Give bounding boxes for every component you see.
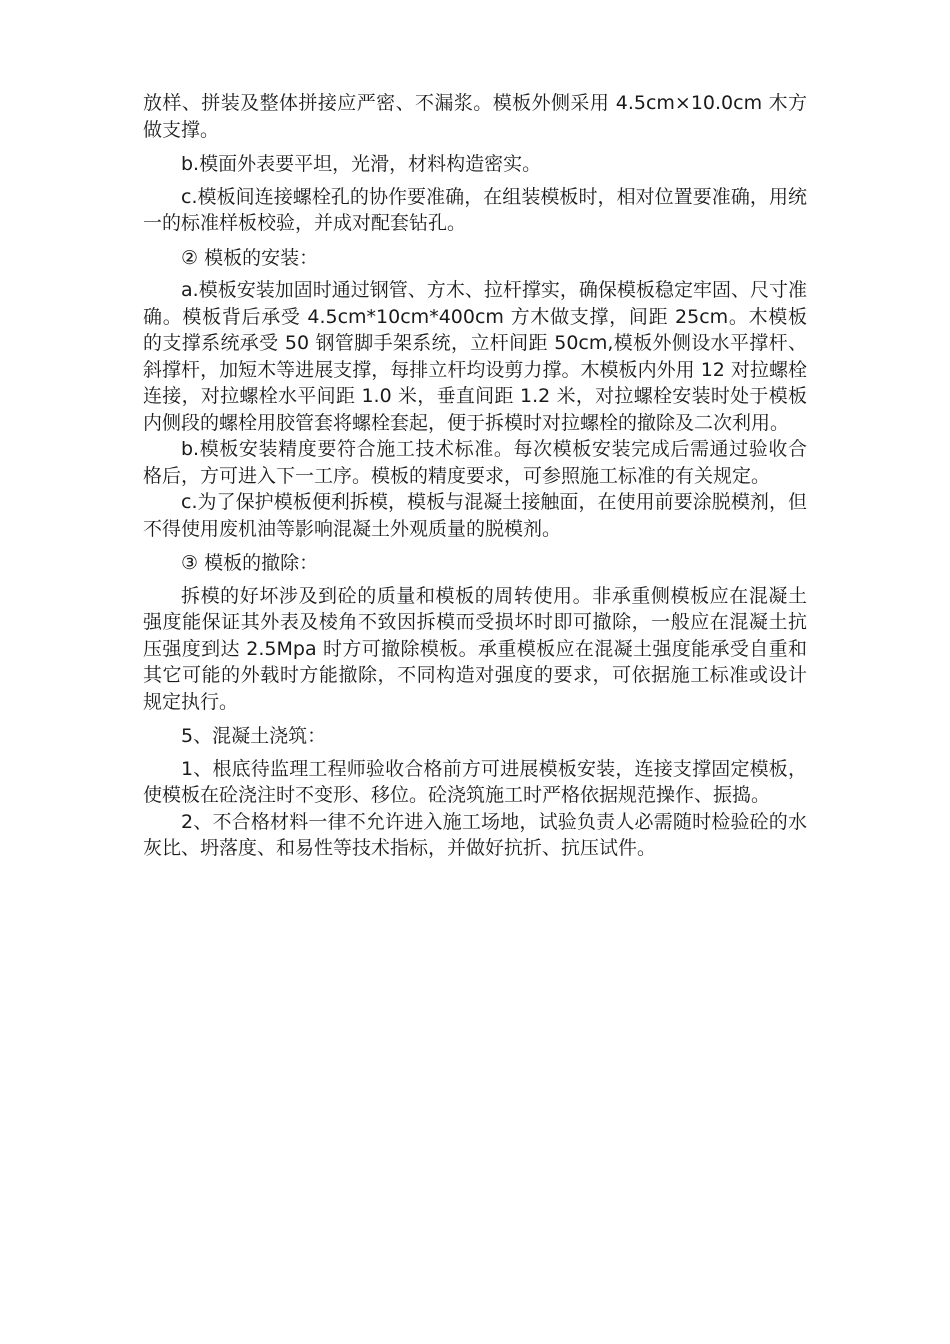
paragraph-installation-bracing: a.模板安装加固时通过钢管、方木、拉杆撑实，确保模板稳定牢固、尺寸准确。模板背后承受 4.5cm*10cm*400cm 方木做支撑，间距 25cm。木模板的支撑系统承受 50 钢管脚手架系统，立杆间距 50cm,模板外侧设水平撑杆、斜撑杆，加短木等进展支撑，每排立杆均设剪力撑。木模板内外用 12 对拉螺栓连接，对拉螺栓水平间距 1.0 米，垂直间距 1.2 米，对拉螺栓安装时处于模板内侧段的螺栓用胶管套将螺栓套起，便于拆模时对拉螺栓的撤除及二次利用。 <box>143 279 807 434</box>
paragraph-bolt-holes: c.模板间连接螺栓孔的协作要准确，在组装模板时，相对位置要准确，用统一的标准样板校验，并成对配套钻孔。 <box>143 185 807 234</box>
heading-concrete-pouring: 5、混凝土浇筑： <box>181 725 327 747</box>
paragraph-installation-accuracy: b.模板安装精度要符合施工技术标准。每次模板安装完成后需通过验收合格后，方可进入下一工序。模板的精度要求，可参照施工标准的有关规定。 <box>143 438 807 487</box>
paragraph-removal-rules: 拆模的好坏涉及到砼的质量和模板的周转使用。非承重侧模板应在混凝土强度能保证其外表及棱角不致因拆模而受损坏时即可撤除，一般应在混凝土抗压强度到达 2.5Mpa 时方可撤除模板。承重模板应在混凝土强度能承受自重和其它可能的外载时方能撤除，不同构造对强度的要求，可依据施工标准或设计规定执行。 <box>143 584 807 713</box>
paragraph-surface-requirement: b.模面外表要平坦，光滑，材料构造密实。 <box>181 153 542 175</box>
paragraph-formwork-assembly-end: 放样、拼装及整体拼接应严密、不漏浆。模板外侧采用 4.5cm×10.0cm 木方做支撑。 <box>143 92 807 141</box>
document-page <box>143 90 807 862</box>
paragraph-release-agent: c.为了保护模板便利拆模，模板与混凝土接触面，在使用前要涂脱模剂，但不得使用废机油等影响混凝土外观质量的脱模剂。 <box>143 491 807 540</box>
heading-formwork-removal: ③ 模板的撤除： <box>181 552 319 574</box>
heading-formwork-installation: ② 模板的安装： <box>181 246 319 269</box>
paragraph-pouring-step-1: 1、根底待监理工程师验收合格前方可进展模板安装，连接支撑固定模板，使模板在砼浇注时不变形、移位。砼浇筑施工时严格依据规范操作、振捣。 <box>143 757 807 806</box>
paragraph-pouring-step-2: 2、不合格材料一律不允许进入施工场地，试验负责人必需随时检验砼的水灰比、坍落度、和易性等技术指标，并做好抗折、抗压试件。 <box>143 810 807 859</box>
